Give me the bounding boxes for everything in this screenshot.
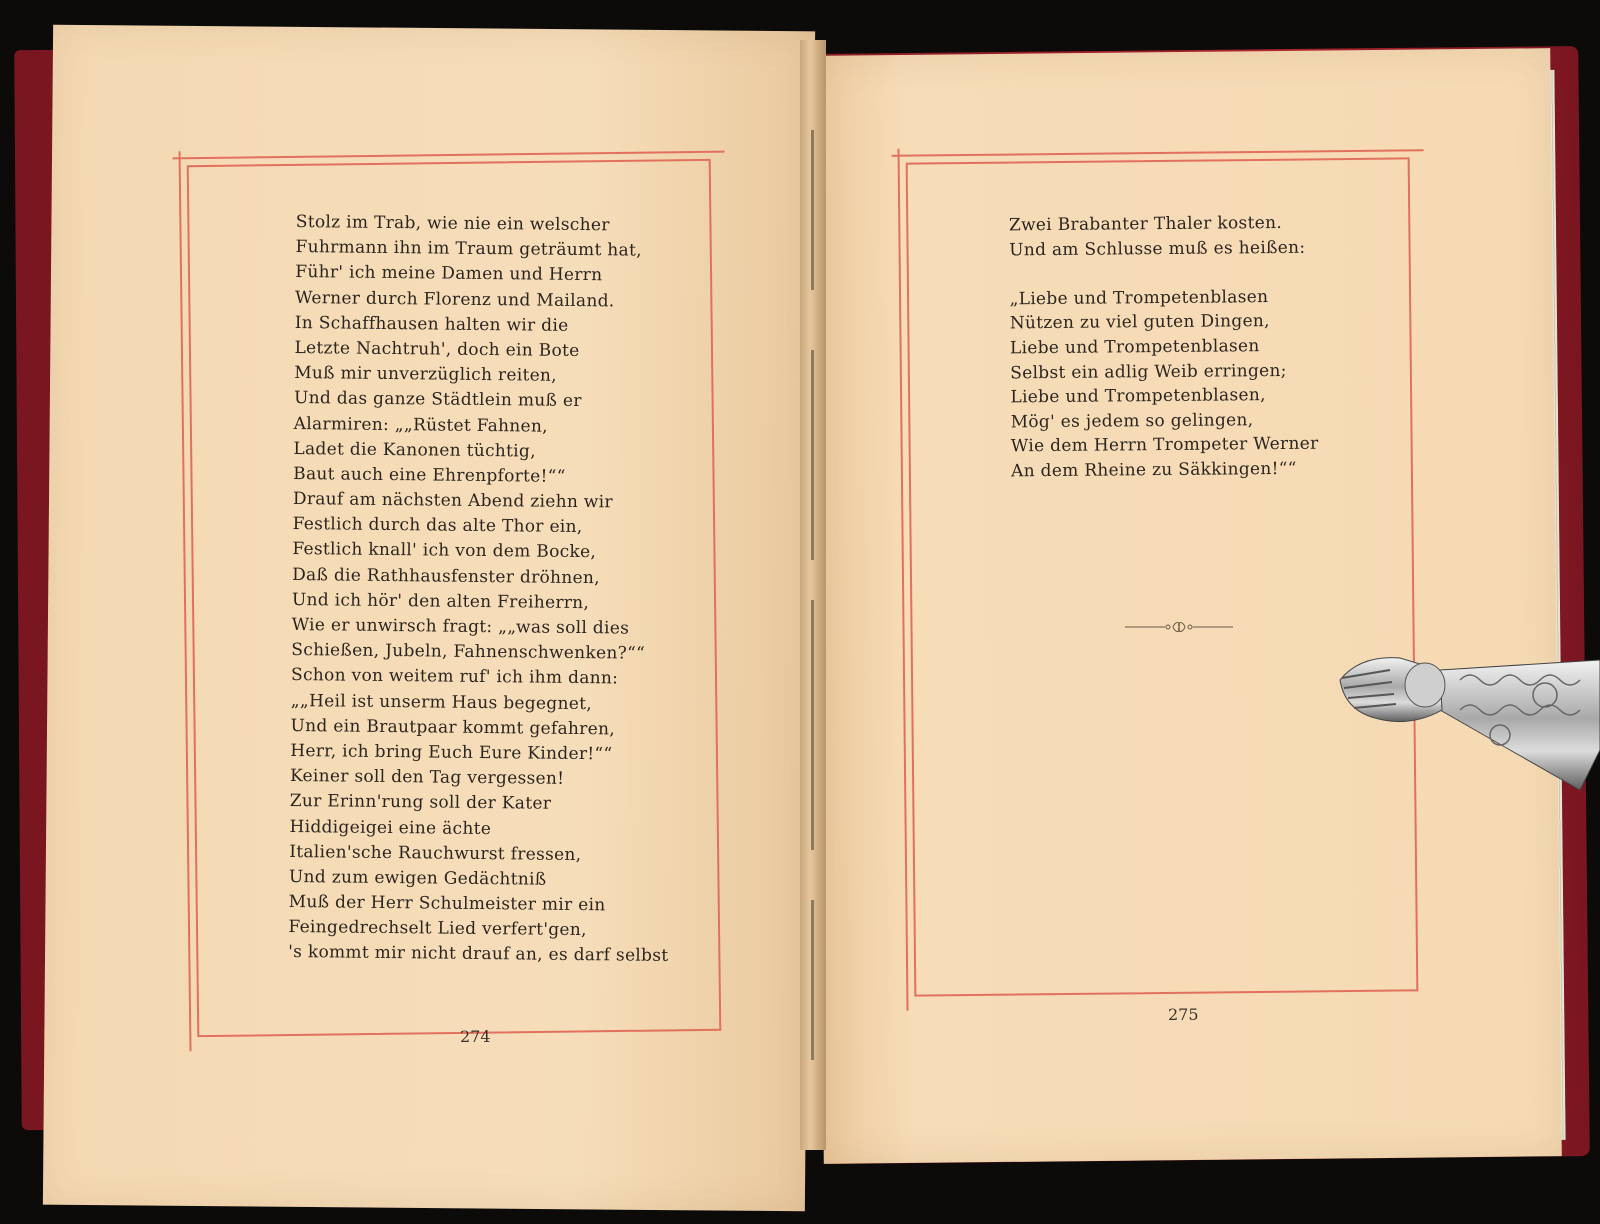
poem-line: Und ein Brautpaar kommt gefahren, (290, 715, 616, 740)
page-number-left: 274 (460, 1027, 491, 1046)
poem-line: In Schaffhausen halten wir die (294, 312, 569, 336)
poem-line: Und das ganze Städtlein muß er (293, 388, 582, 412)
poem-line: Hiddigeigei eine ächte (289, 816, 492, 839)
poem-line: Wie er unwirsch fragt: „„was soll dies (291, 615, 630, 639)
poem-line: Baut auch eine Ehrenpforte!““ (293, 463, 566, 487)
binding-thread (811, 900, 814, 1060)
poem-line: Drauf am nächsten Abend ziehn wir (292, 489, 613, 513)
poem-line: Muß der Herr Schulmeister mir ein (288, 892, 606, 916)
poem-line: Ladet die Kanonen tüchtig, (293, 438, 536, 462)
binding-thread (811, 350, 814, 560)
poem-line: Keiner soll den Tag vergessen! (289, 766, 565, 789)
poem-line: Alarmiren: „„Rüstet Fahnen, (293, 413, 549, 437)
left-poem (288, 210, 676, 970)
poem-line: Mög' es jedem so gelingen, (1010, 409, 1254, 433)
binding-thread (811, 130, 814, 290)
poem-line: Führ' ich meine Damen und Herrn (295, 262, 603, 286)
ornament-divider-icon (1125, 620, 1233, 634)
poem-line: Zur Erinn'rung soll der Kater (289, 791, 552, 815)
binding-thread (811, 600, 814, 850)
poem-line: „„Heil ist unserm Haus begegnet, (290, 690, 593, 714)
poem-line: Zwei Brabanter Thaler kosten. (1008, 212, 1283, 236)
poem-line: Italien'sche Rauchwurst fressen, (289, 841, 582, 865)
silver-hand-bookmark-icon (1330, 640, 1600, 790)
poem-line: Wie dem Herrn Trompeter Werner (1010, 433, 1319, 457)
poem-line: Und am Schlusse muß es heißen: (1009, 237, 1306, 260)
right-poem (1009, 211, 1319, 484)
poem-line: „Liebe und Trompetenblasen (1009, 286, 1269, 310)
poem-line: 's kommt mir nicht drauf an, es darf selbst (288, 942, 669, 967)
poem-line: Und zum ewigen Gedächtniß (288, 866, 547, 890)
poem-line: Daß die Rathhausfenster dröhnen, (292, 564, 601, 588)
poem-line: Liebe und Trompetenblasen, (1010, 385, 1266, 408)
poem-line: An dem Rheine zu Säkkingen!““ (1010, 458, 1297, 482)
page-number-right: 275 (1168, 1005, 1199, 1024)
poem-line: Muß mir unverzüglich reiten, (294, 363, 558, 386)
poem-line: Letzte Nachtruh', doch ein Bote (294, 337, 580, 361)
poem-line: Festlich durch das alte Thor ein, (292, 514, 583, 538)
poem-line: Schießen, Jubeln, Fahnenschwenken?““ (291, 640, 646, 664)
poem-line: Nützen zu viel guten Dingen, (1009, 311, 1270, 334)
poem-line: Feingedrechselt Lied verfert'gen, (288, 917, 587, 941)
poem-line: Selbst ein adlig Weib erringen; (1010, 360, 1287, 383)
poem-line: Herr, ich bring Euch Eure Kinder!““ (290, 740, 613, 765)
poem-line: Und ich hör' den alten Freiherrn, (291, 589, 590, 613)
poem-line: Liebe und Trompetenblasen (1009, 336, 1260, 359)
poem-line: Stolz im Trab, wie nie ein welscher (295, 212, 610, 236)
poem-line (1009, 260, 1317, 287)
poem-line: Werner durch Florenz und Mailand. (294, 287, 615, 311)
poem-line: Schon von weitem ruf' ich ihm dann: (290, 665, 619, 689)
poem-line: Festlich knall' ich von dem Bocke, (292, 539, 597, 563)
poem-line: Fuhrmann ihn im Traum geträumt hat, (295, 237, 642, 261)
